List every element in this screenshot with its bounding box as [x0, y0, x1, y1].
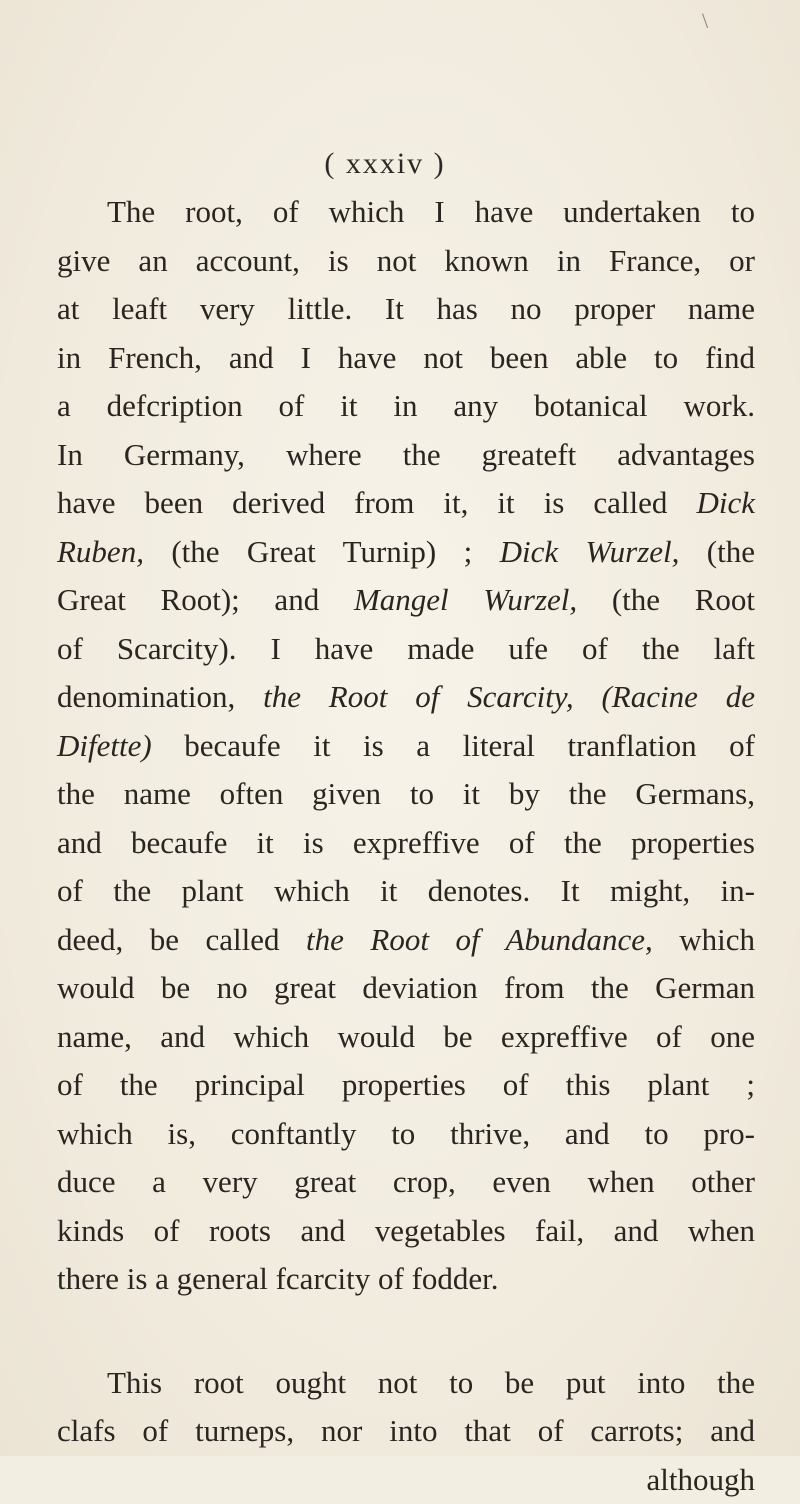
- text-run: the name often given to it by the Germans,: [57, 776, 755, 811]
- text-line: [57, 576, 755, 625]
- text-line: [57, 770, 755, 819]
- text-run: of the principal properties of this plant ;: [57, 1067, 755, 1102]
- text-line: [57, 1255, 755, 1304]
- text-run: would be no great deviation from the German: [57, 970, 755, 1005]
- text-run: which: [653, 922, 755, 957]
- text-run: clafs of turneps, nor into that of carrots; and: [57, 1413, 755, 1448]
- text-line: [57, 964, 755, 1013]
- stray-mark: \: [702, 8, 708, 34]
- text-run: of Scarcity). I have made ufe of the laft: [57, 631, 755, 666]
- text-line: [57, 1359, 755, 1408]
- text-run: give an account, is not known in France, or: [57, 243, 755, 278]
- text-line: [57, 334, 755, 383]
- italic-text: Mangel Wurzel,: [354, 582, 577, 617]
- italic-text: Ruben,: [57, 534, 144, 569]
- text-run: becaufe it is a literal tranflation of: [152, 728, 755, 763]
- text-line: [57, 479, 755, 528]
- text-run: and becaufe it is expreffive of the properties: [57, 825, 755, 860]
- italic-text: the Root of Abundance,: [306, 922, 653, 957]
- paragraph-gap: [57, 1304, 755, 1359]
- text-line: [57, 1407, 755, 1456]
- text-run: duce a very great crop, even when other: [57, 1164, 755, 1199]
- text-line: [57, 285, 755, 334]
- italic-text: Dick: [696, 485, 755, 520]
- text-run: (the: [679, 534, 755, 569]
- text-line: [57, 819, 755, 868]
- text-run: there is a general fcarcity of fodder.: [57, 1261, 499, 1296]
- text-run: have been derived from it, it is called: [57, 485, 696, 520]
- text-line: [57, 431, 755, 480]
- paragraph-2: [57, 1359, 755, 1456]
- text-run: a defcription of it in any botanical work.: [57, 388, 755, 423]
- text-run: (the Great Turnip) ;: [144, 534, 500, 569]
- text-run: Great Root); and: [57, 582, 354, 617]
- text-line: [57, 1110, 755, 1159]
- text-line: [57, 1158, 755, 1207]
- text-run: name, and which would be expreffive of one: [57, 1019, 755, 1054]
- catchword: although: [57, 1456, 755, 1504]
- text-run: deed, be called: [57, 922, 306, 957]
- body-text: [57, 188, 755, 1504]
- text-run: In Germany, where the greateft advantages: [57, 437, 755, 472]
- text-line: [57, 673, 755, 722]
- text-line: [57, 722, 755, 771]
- paragraph-1: [57, 188, 755, 1304]
- text-line: [57, 528, 755, 577]
- text-line: [57, 916, 755, 965]
- text-line: [57, 188, 755, 237]
- text-run: denomination,: [57, 679, 263, 714]
- text-line: [57, 1207, 755, 1256]
- text-line: [57, 1013, 755, 1062]
- text-run: The root, of which I have undertaken to: [107, 194, 755, 229]
- text-run: which is, conftantly to thrive, and to pro-: [57, 1116, 755, 1151]
- text-line: [57, 237, 755, 286]
- page-number: ( xxxiv ): [0, 147, 770, 181]
- text-run: This root ought not to be put into the: [107, 1365, 755, 1400]
- text-run: (the Root: [577, 582, 755, 617]
- text-run: in French, and I have not been able to find: [57, 340, 755, 375]
- text-run: kinds of roots and vegetables fail, and when: [57, 1213, 755, 1248]
- italic-text: the Root of Scarcity, (Racine de: [263, 679, 755, 714]
- text-run: at leaft very little. It has no proper name: [57, 291, 755, 326]
- text-line: [57, 1061, 755, 1110]
- text-line: [57, 382, 755, 431]
- text-line: [57, 867, 755, 916]
- text-line: [57, 625, 755, 674]
- italic-text: Dick Wurzel,: [500, 534, 680, 569]
- italic-text: Difette): [57, 728, 152, 763]
- text-run: of the plant which it denotes. It might, in-: [57, 873, 755, 908]
